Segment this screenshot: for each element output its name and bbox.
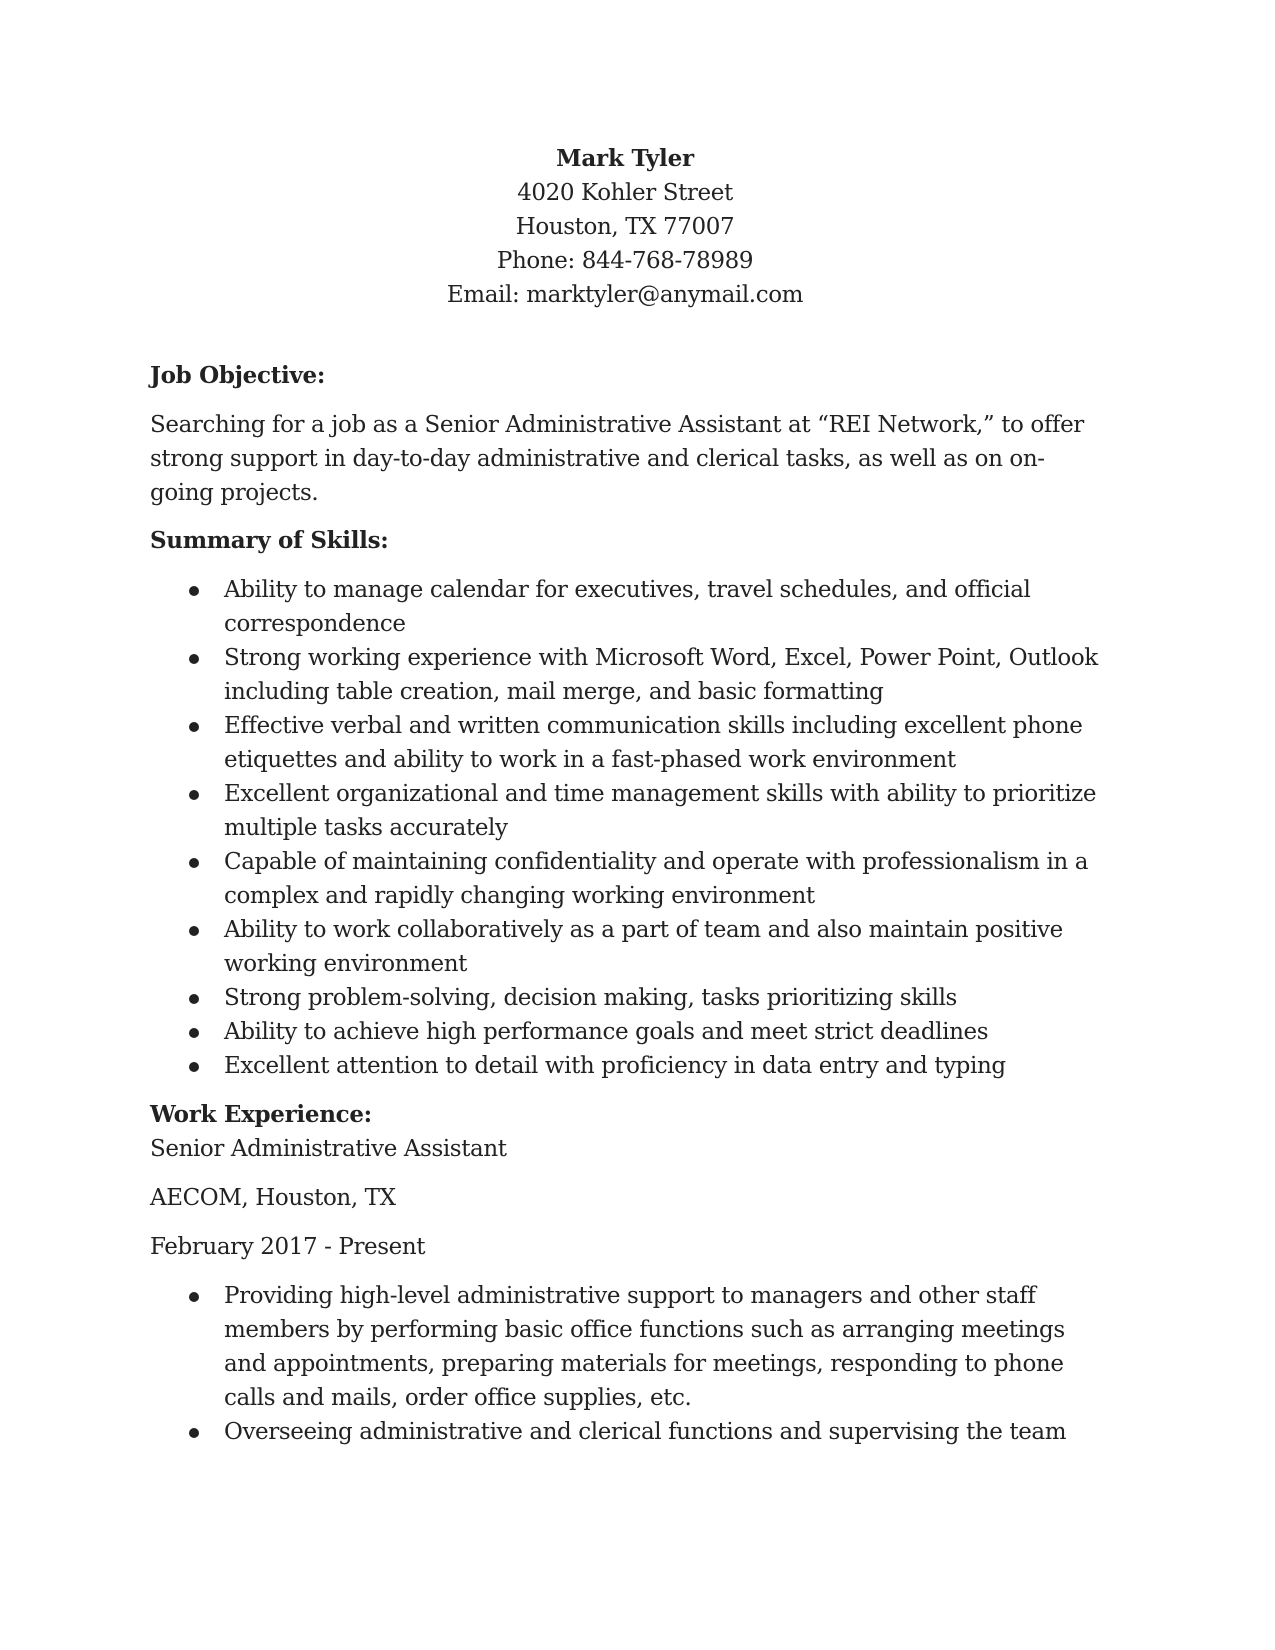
contact-header — [150, 142, 1100, 312]
candidate-name: Mark Tyler — [556, 145, 694, 172]
resume-page — [150, 142, 1100, 1449]
city-state-zip: Houston, TX 77007 — [515, 214, 735, 240]
email-address: Email: marktyler@anymail.com — [446, 282, 804, 308]
phone-number: Phone: 844-768-78989 — [496, 248, 754, 274]
street-address: 4020 Kohler Street — [517, 180, 733, 206]
employment-dates: February 2017 - Present — [150, 1234, 426, 1260]
list-item: Strong problem-solving, decision making, tasks prioritizing skills — [150, 981, 1100, 1015]
experience-duties-list — [150, 1279, 1100, 1449]
skills-list — [150, 573, 1100, 1083]
list-item: Providing high-level administrative support to managers and other staff members by performing basic office functions such as arranging meetings and appointments, preparing materials for meetings, responding to phone calls and mails, order office supplies, etc. — [150, 1279, 1100, 1415]
list-item: Overseeing administrative and clerical functions and supervising the team — [150, 1415, 1100, 1449]
list-item: Excellent attention to detail with proficiency in data entry and typing — [150, 1049, 1100, 1083]
list-item: Excellent organizational and time management skills with ability to prioritize multiple tasks accurately — [150, 777, 1100, 845]
objective-heading: Job Objective: — [150, 362, 326, 389]
list-item: Strong working experience with Microsoft Word, Excel, Power Point, Outlook including table creation, mail merge, and basic formatting — [150, 641, 1100, 709]
job-title: Senior Administrative Assistant — [150, 1136, 507, 1162]
skills-heading: Summary of Skills: — [150, 527, 389, 554]
list-item: Ability to achieve high performance goals and meet strict deadlines — [150, 1015, 1100, 1049]
experience-heading: Work Experience: — [150, 1101, 372, 1128]
list-item: Ability to manage calendar for executives, travel schedules, and official correspondence — [150, 573, 1100, 641]
list-item: Effective verbal and written communication skills including excellent phone etiquettes and ability to work in a fast-phased work environment — [150, 709, 1100, 777]
list-item: Ability to work collaboratively as a part of team and also maintain positive working environment — [150, 913, 1100, 981]
company-location: AECOM, Houston, TX — [150, 1185, 396, 1211]
list-item: Capable of maintaining confidentiality and operate with professionalism in a complex and rapidly changing working environment — [150, 845, 1100, 913]
objective-text: Searching for a job as a Senior Administrative Assistant at “REI Network,” to offer strong support in day-to-day administrative and clerical tasks, as well as on on-going projects. — [150, 412, 1084, 506]
